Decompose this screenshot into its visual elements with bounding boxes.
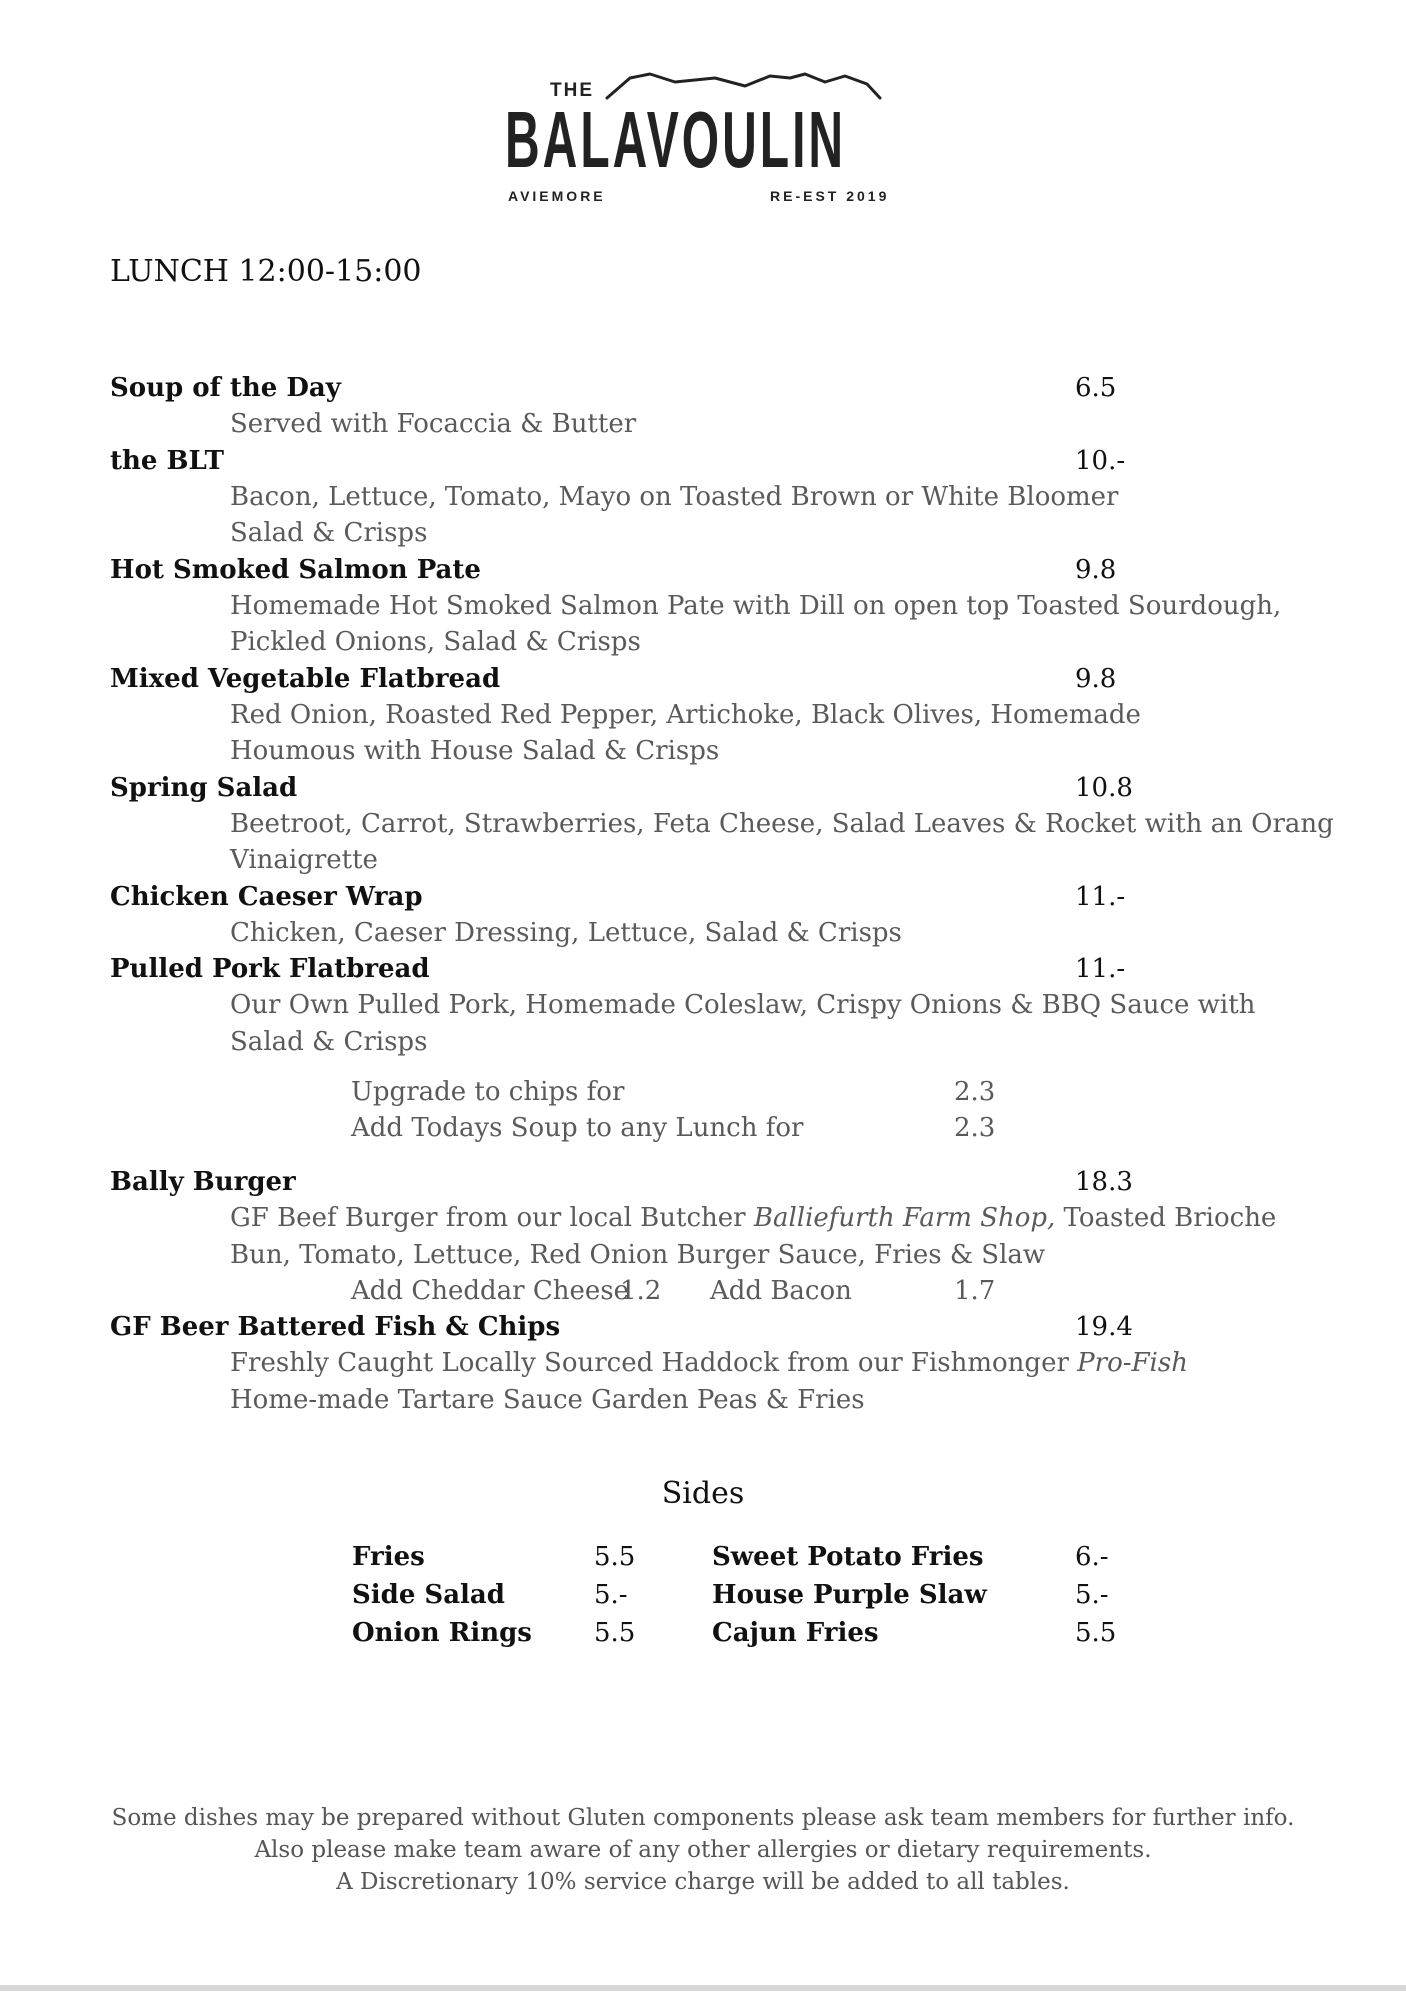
addon-label: Add Bacon <box>710 1276 852 1306</box>
menu-item <box>110 770 1334 879</box>
supplier-name: Pro-Fish <box>1077 1348 1188 1378</box>
item-description: Served with Focaccia & Butter <box>230 409 637 439</box>
item-price: 19.4 <box>1075 1312 1133 1342</box>
side-price: 6.- <box>1075 1542 1109 1572</box>
allergy-notice <box>0 1802 1406 1898</box>
item-name: Bally Burger <box>110 1167 296 1197</box>
upgrade-price: 2.3 <box>954 1077 996 1107</box>
logo-location: AVIEMORE <box>508 188 606 204</box>
menu-item-fish <box>110 1309 1290 1418</box>
item-description: Our Own Pulled Pork, Homemade Coleslaw, Crispy Onions & BBQ Sauce with <box>230 990 1256 1020</box>
item-description: Homemade Hot Smoked Salmon Pate with Dill on open top Toasted Sourdough, <box>230 590 1282 621</box>
desc-text: GF Beef Burger from our local Butcher <box>230 1203 754 1233</box>
item-price: 6.5 <box>1075 373 1117 403</box>
upgrade-label: Add Todays Soup to any Lunch for <box>351 1113 804 1143</box>
side-name: Cajun Fries <box>712 1618 879 1648</box>
item-price: 11.- <box>1075 954 1126 984</box>
item-name: Hot Smoked Salmon Pate <box>110 554 481 585</box>
addon-label: Add Cheddar Cheese <box>351 1276 629 1306</box>
lunch-menu <box>110 370 1334 1418</box>
side-name: Side Salad <box>352 1580 505 1610</box>
item-description: Red Onion, Roasted Red Pepper, Artichoke, Black Olives, Homemade <box>230 699 1141 730</box>
upgrade-row <box>351 1074 1290 1110</box>
upgrade-price: 2.3 <box>954 1113 996 1143</box>
footer-line: A Discretionary 10% service charge will be added to all tables. <box>336 1869 1070 1895</box>
menu-item <box>110 879 1290 952</box>
logo-established: RE-EST 2019 <box>770 188 890 204</box>
item-description: Beetroot, Carrot, Strawberries, Feta Cheese, Salad Leaves & Rocket with an Orang <box>230 808 1334 839</box>
item-description: Bun, Tomato, Lettuce, Red Onion Burger Sauce, Fries & Slaw <box>230 1239 1046 1270</box>
item-name: Soup of the Day <box>110 373 341 403</box>
item-price: 18.3 <box>1075 1167 1133 1197</box>
logo-the: THE <box>550 80 594 101</box>
menu-item <box>110 661 1290 770</box>
desc-text: Toasted Brioche <box>1055 1203 1277 1233</box>
menu-item <box>110 370 1290 443</box>
item-description: Home-made Tartare Sauce Garden Peas & Fries <box>230 1384 865 1415</box>
item-price: 10.8 <box>1075 772 1133 803</box>
item-price: 10.- <box>1075 445 1126 476</box>
lunch-title: LUNCH 12:00-15:00 <box>110 254 422 289</box>
burger-addons <box>110 1273 1290 1309</box>
item-description: Houmous with House Salad & Crisps <box>230 736 720 766</box>
menu-item-burger <box>110 1164 1290 1309</box>
item-description: Bacon, Lettuce, Tomato, Mayo on Toasted Brown or White Bloomer <box>230 481 1119 512</box>
item-description <box>110 1345 1290 1382</box>
side-name: Onion Rings <box>352 1618 532 1648</box>
item-description: Salad & Crisps <box>230 518 428 548</box>
sides-title: Sides <box>661 1476 745 1511</box>
item-price: 9.8 <box>1075 554 1117 585</box>
side-price: 5.5 <box>1075 1618 1117 1648</box>
upgrade-row <box>351 1110 1290 1146</box>
menu-item <box>110 951 1290 1060</box>
restaurant-logo <box>500 60 900 210</box>
side-name: House Purple Slaw <box>712 1580 987 1610</box>
item-description: Salad & Crisps <box>230 1026 428 1057</box>
upgrade-label: Upgrade to chips for <box>351 1077 625 1107</box>
footer-line: Some dishes may be prepared without Gluten components please ask team members for further info. <box>111 1805 1295 1831</box>
item-description <box>110 1200 1290 1237</box>
page-edge <box>0 1985 1406 1991</box>
item-price: 11.- <box>1075 881 1126 912</box>
addon-price: 1.7 <box>954 1276 996 1306</box>
side-price: 5.5 <box>594 1618 636 1648</box>
desc-text: Freshly Caught Locally Sourced Haddock from our Fishmonger <box>230 1348 1078 1378</box>
upgrade-options <box>110 1074 1290 1146</box>
footer-line: Also please make team aware of any other allergies or dietary requirements. <box>254 1837 1152 1863</box>
item-name: Mixed Vegetable Flatbread <box>110 663 501 694</box>
item-name: Spring Salad <box>110 772 298 803</box>
item-description: Vinaigrette <box>230 845 378 875</box>
side-name: Fries <box>352 1542 425 1572</box>
side-price: 5.- <box>1075 1580 1109 1610</box>
addon-price: 1.2 <box>620 1276 662 1306</box>
item-price: 9.8 <box>1075 663 1117 694</box>
side-price: 5.5 <box>594 1542 636 1572</box>
item-description: Pickled Onions, Salad & Crisps <box>230 627 641 657</box>
item-name: Chicken Caeser Wrap <box>110 881 423 912</box>
item-name: GF Beer Battered Fish & Chips <box>110 1312 561 1342</box>
item-description: Chicken, Caeser Dressing, Lettuce, Salad & Crisps <box>230 917 902 948</box>
item-name: Pulled Pork Flatbread <box>110 954 430 984</box>
item-name: the BLT <box>110 445 224 476</box>
side-name: Sweet Potato Fries <box>712 1542 984 1572</box>
side-price: 5.- <box>594 1580 628 1610</box>
logo-name: BALAVOULIN <box>505 95 847 184</box>
menu-item <box>110 443 1290 552</box>
supplier-name: Balliefurth Farm Shop, <box>753 1203 1056 1233</box>
menu-item <box>110 552 1290 661</box>
